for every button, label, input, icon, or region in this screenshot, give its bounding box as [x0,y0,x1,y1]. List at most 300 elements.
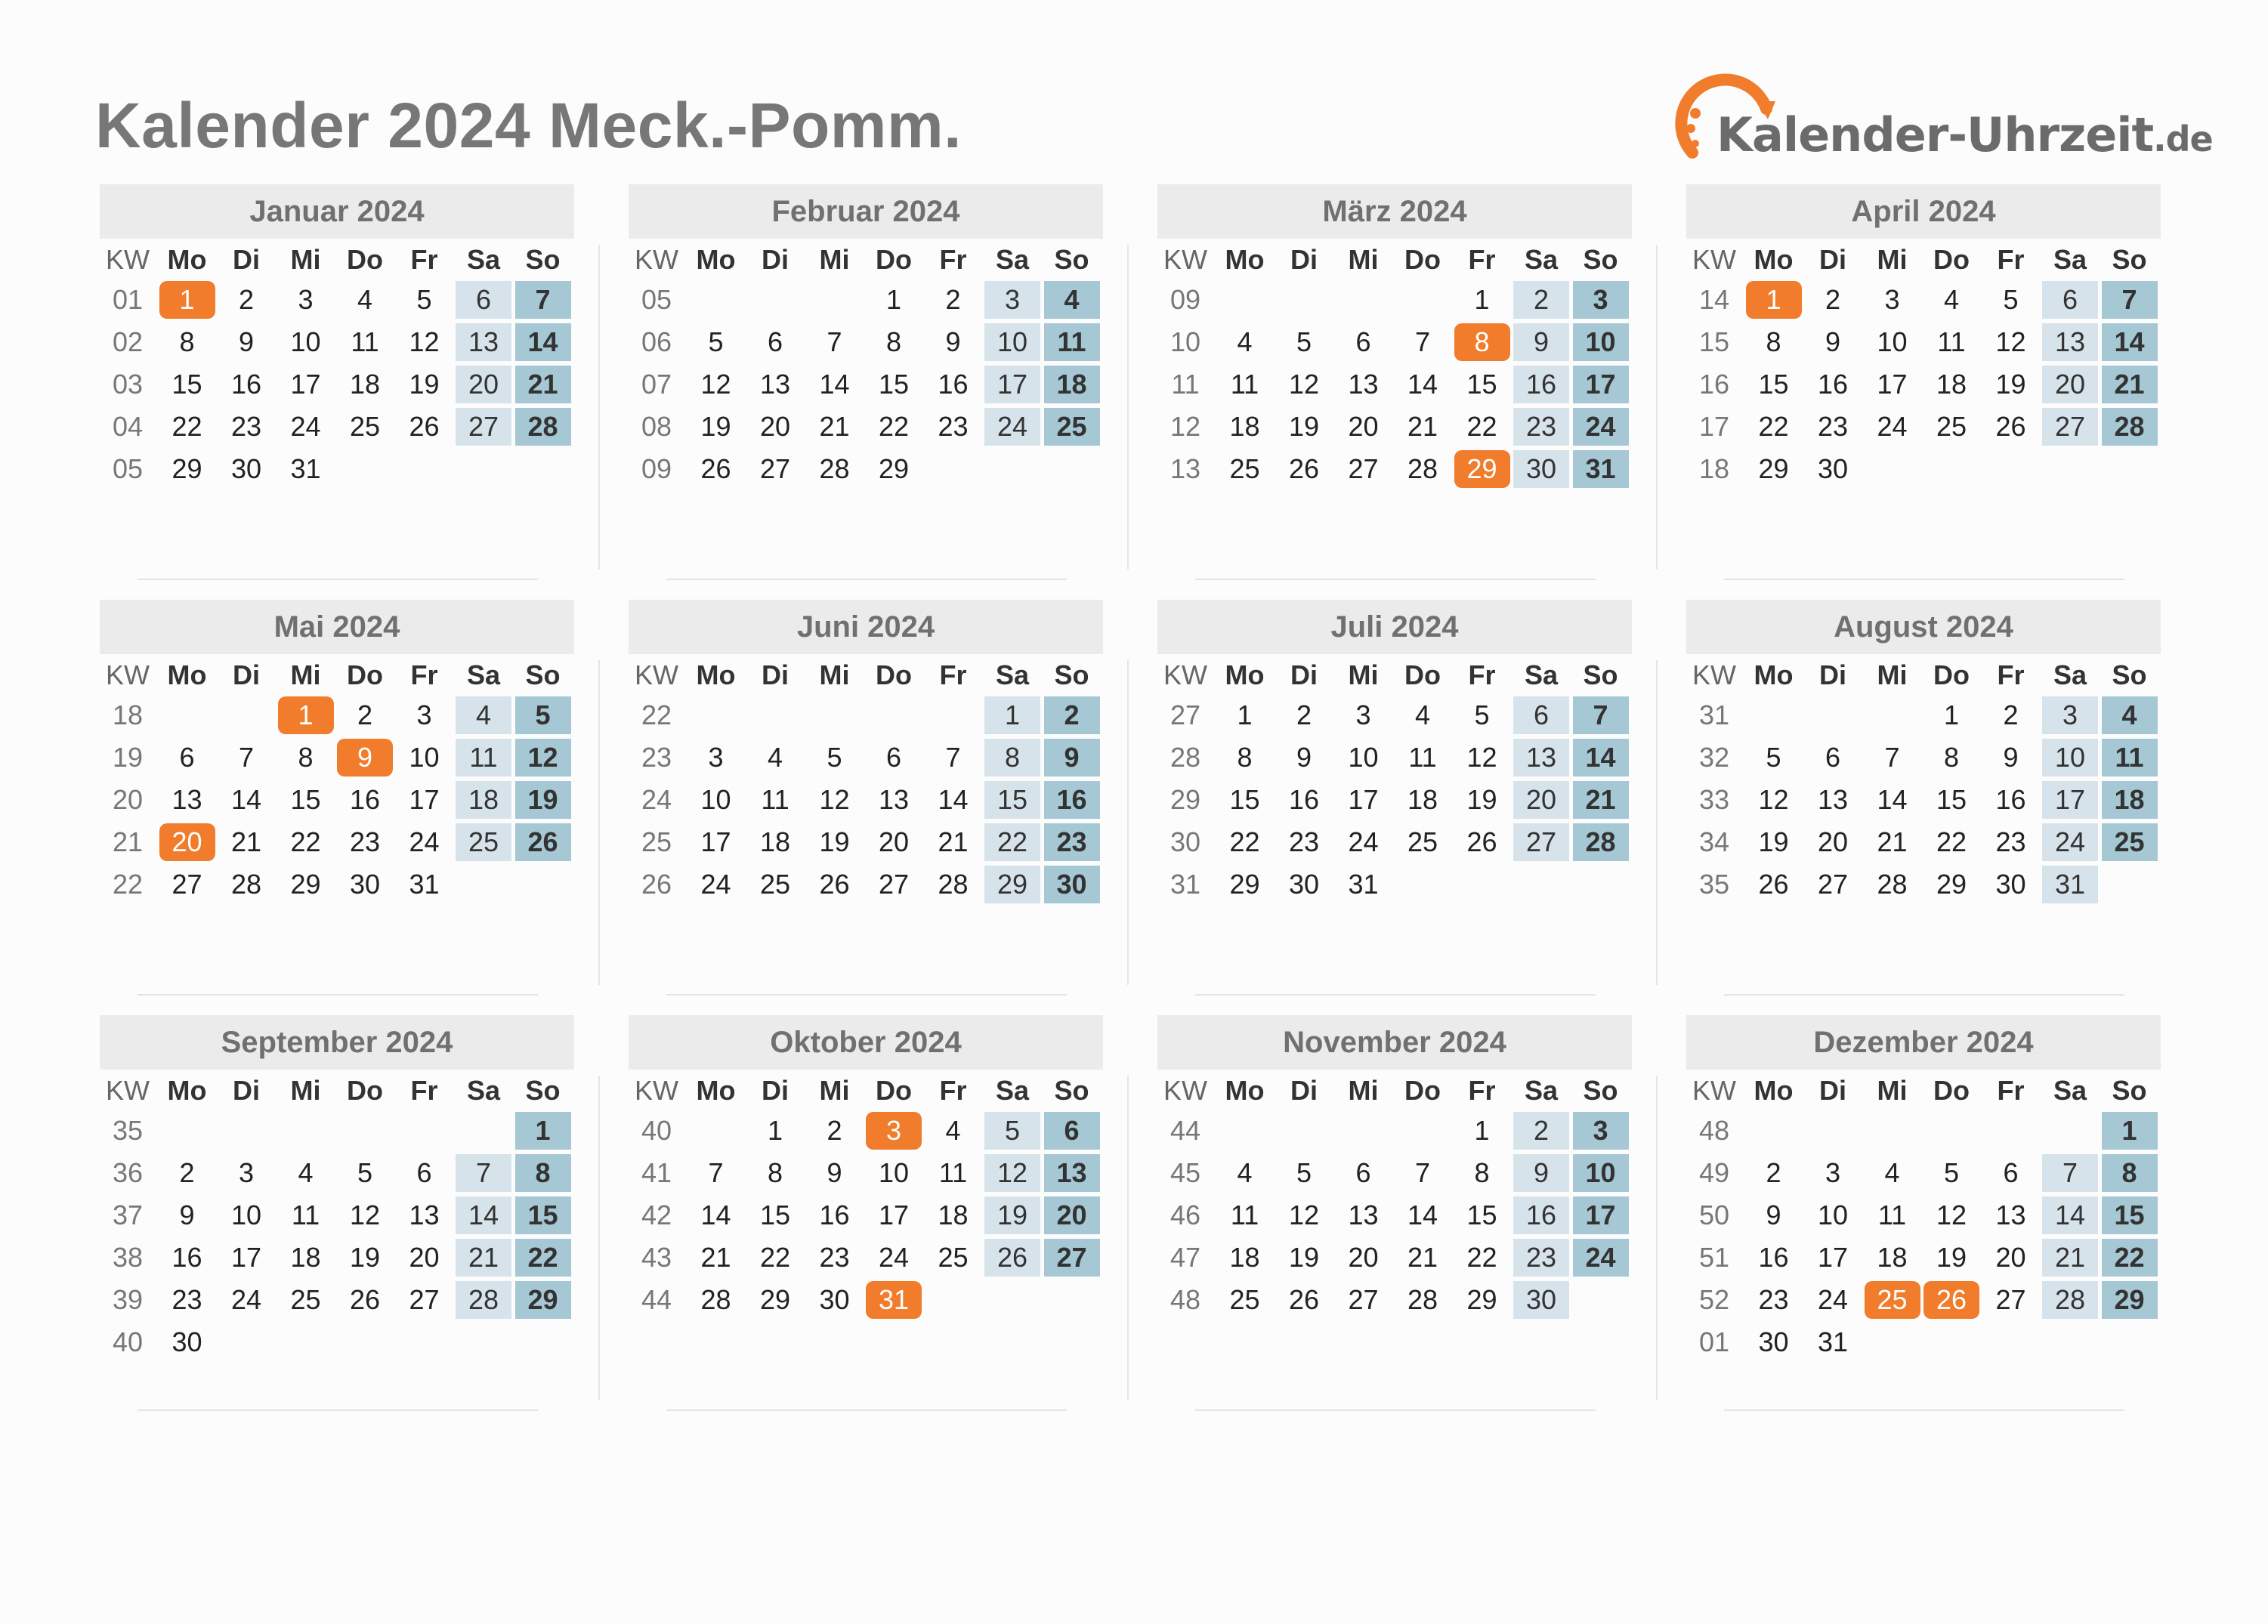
day-cell: 16 [349,784,381,815]
weekday-header: Fr [939,244,967,275]
column-divider [1656,245,1658,570]
day-cell: 4 [945,1115,961,1146]
day-cell-sunday: 29 [2102,1281,2158,1319]
weekday-header-row [1157,1070,1632,1112]
day-cell: 12 [1288,1199,1320,1230]
day-cell-sunday: 2 [1044,696,1100,734]
week-number: 10 [1170,326,1201,357]
day-cell: 2 [238,284,255,315]
day-cell: 16 [1817,369,1849,400]
day-cell: 12 [819,784,850,815]
day-cell-sunday: 14 [515,323,571,361]
week-number: 15 [1698,326,1730,357]
day-cell: 23 [938,411,969,442]
day-cell-sunday: 18 [1044,366,1100,403]
week-number: 08 [641,411,672,442]
logo-text: Kalender-Uhrzeit [1716,107,2154,162]
day-cell: 11 [291,1199,320,1230]
day-cell: 27 [1348,453,1379,484]
day-cell-sunday: 9 [1044,739,1100,776]
day-cell: 26 [409,411,440,442]
day-cell-sunday: 7 [2102,281,2158,319]
day-cell: 5 [1296,1157,1312,1188]
day-grid [1686,281,2161,500]
row-divider [666,1409,1067,1411]
day-cell-sunday: 31 [1573,450,1629,488]
row-divider [138,579,538,580]
day-cell: 18 [1229,411,1260,442]
day-cell-sunday: 15 [2102,1196,2158,1234]
week-number: 40 [641,1115,672,1146]
day-cell: 16 [1758,1242,1789,1273]
month-title: September 2024 [100,1015,574,1070]
weekday-header: Mo [1754,659,1794,690]
weekday-header: Fr [939,1075,967,1106]
week-number: 04 [112,411,144,442]
day-cell: 28 [230,869,262,900]
day-cell: 1 [1943,699,1960,730]
weekday-header: Mo [696,659,736,690]
day-cell: 28 [1407,1284,1438,1315]
day-cell: 21 [819,411,850,442]
day-cell: 2 [827,1115,842,1146]
day-cell-saturday: 27 [456,408,511,446]
day-cell: 13 [409,1199,440,1230]
week-number: 17 [1698,411,1730,442]
month-block [100,184,574,577]
day-cell: 1 [767,1115,783,1146]
day-cell-sunday: 29 [515,1281,571,1319]
day-cell: 6 [2003,1157,2019,1188]
day-cell-saturday: 18 [456,781,511,819]
day-cell: 21 [700,1242,731,1273]
day-cell: 13 [1817,784,1849,815]
day-cell-sunday: 5 [515,696,571,734]
row-divider [138,1409,538,1411]
day-cell: 31 [290,453,321,484]
day-cell: 14 [938,784,969,815]
day-cell: 14 [1407,1199,1438,1230]
day-cell: 22 [878,411,910,442]
day-cell: 14 [700,1199,731,1230]
week-number: 35 [1698,869,1730,900]
day-cell: 5 [1943,1157,1960,1188]
day-cell: 24 [1348,826,1379,857]
day-cell: 30 [349,869,381,900]
day-cell-holiday: 9 [337,739,393,776]
day-grid [100,281,574,500]
day-cell: 22 [290,826,321,857]
weekday-header: Mi [1348,659,1379,690]
month-block [1686,1015,2161,1408]
weekday-header: Sa [1524,244,1559,275]
week-number: 40 [112,1326,144,1357]
day-cell-saturday: 7 [2042,1154,2098,1192]
weekday-header: Do [876,1075,912,1106]
weekday-header: Sa [2053,659,2087,690]
day-cell: 17 [1877,369,1908,400]
day-cell: 1 [1474,1115,1490,1146]
day-cell: 14 [1407,369,1438,400]
week-number-header: KW [1163,244,1207,275]
day-cell-holiday: 29 [1454,450,1510,488]
weekday-header-row [100,1070,574,1112]
day-cell-saturday: 20 [1513,781,1569,819]
day-cell-sunday: 8 [515,1154,571,1192]
weekday-header: Mo [167,659,207,690]
day-cell-saturday: 20 [456,366,511,403]
day-cell: 3 [238,1157,255,1188]
day-cell: 30 [171,1326,202,1357]
week-number: 25 [641,826,672,857]
day-cell: 10 [290,326,321,357]
day-cell-saturday: 30 [1513,450,1569,488]
weekday-header: So [2112,1075,2147,1106]
day-cell: 6 [767,326,783,357]
weekday-header: So [1583,1075,1618,1106]
day-cell-holiday: 1 [278,696,334,734]
day-cell-holiday: 26 [1923,1281,1979,1319]
day-cell: 24 [409,826,440,857]
week-number: 44 [641,1284,672,1315]
day-cell: 6 [1355,326,1371,357]
month-title: Mai 2024 [100,600,574,654]
weekday-header: So [1054,244,1089,275]
day-cell: 4 [357,284,373,315]
day-cell-saturday: 17 [984,366,1040,403]
day-cell-sunday: 19 [515,781,571,819]
day-cell-saturday: 19 [984,1196,1040,1234]
weekday-header: Mi [290,244,321,275]
weekday-header: Do [1404,659,1441,690]
week-number: 18 [112,699,144,730]
day-grid [629,281,1103,500]
day-cell: 10 [1817,1199,1849,1230]
day-cell: 31 [1348,869,1379,900]
day-cell-saturday: 17 [2042,781,2098,819]
day-cell: 27 [878,869,910,900]
logo-tld: .de [2153,119,2213,159]
day-cell-saturday: 9 [1513,1154,1569,1192]
column-divider [1127,245,1129,570]
week-number: 21 [112,826,144,857]
day-cell-saturday: 7 [456,1154,511,1192]
week-number: 51 [1698,1242,1730,1273]
day-cell: 25 [1229,1284,1260,1315]
weekday-header: Fr [1997,244,2025,275]
day-cell-saturday: 11 [456,739,511,776]
day-cell: 2 [179,1157,195,1188]
month-title: Juli 2024 [1157,600,1632,654]
day-grid [100,696,574,915]
row-divider [1195,1409,1596,1411]
weekday-header: So [1583,659,1618,690]
day-cell-sunday: 25 [1044,408,1100,446]
day-cell-sunday: 16 [1044,781,1100,819]
week-number: 02 [112,326,144,357]
day-cell-holiday: 1 [159,281,215,319]
day-cell: 17 [1817,1242,1849,1273]
week-number: 28 [1170,742,1201,773]
weekday-header: Mi [1877,659,1908,690]
day-cell: 4 [1237,326,1253,357]
day-cell: 20 [1348,411,1379,442]
day-cell-holiday: 3 [866,1112,922,1150]
weekday-header: Sa [1524,1075,1559,1106]
day-cell: 26 [1466,826,1497,857]
day-cell: 20 [1348,1242,1379,1273]
week-number: 05 [641,284,672,315]
day-cell: 16 [819,1199,850,1230]
day-cell: 1 [1474,284,1490,315]
day-cell: 10 [700,784,731,815]
row-divider [1195,994,1596,996]
day-cell: 21 [230,826,262,857]
week-number-header: KW [106,244,150,275]
month-title: März 2024 [1157,184,1632,239]
day-cell: 9 [179,1199,195,1230]
day-cell: 22 [171,411,202,442]
day-cell: 6 [1355,1157,1371,1188]
day-cell: 7 [1414,326,1431,357]
day-cell: 11 [1230,1199,1259,1230]
day-cell: 11 [1877,1199,1907,1230]
day-cell: 17 [409,784,440,815]
day-cell: 7 [945,742,961,773]
day-cell-saturday: 14 [456,1196,511,1234]
day-cell-saturday: 10 [2042,739,2098,776]
weekday-header: Mi [819,244,850,275]
day-grid [1157,281,1632,500]
day-cell: 30 [1758,1326,1789,1357]
day-cell: 23 [1288,826,1320,857]
day-cell-sunday: 30 [1044,866,1100,903]
weekday-header: Di [762,659,789,690]
column-divider [598,1076,600,1400]
month-title: Januar 2024 [100,184,574,239]
weekday-header-row [1157,654,1632,696]
day-cell: 31 [409,869,440,900]
day-cell: 29 [1466,1284,1497,1315]
month-title: Juni 2024 [629,600,1103,654]
weekday-header: Fr [410,1075,438,1106]
day-cell: 27 [1817,869,1849,900]
weekday-header: Di [1290,1075,1318,1106]
day-cell: 13 [759,369,791,400]
week-number-header: KW [1692,659,1736,690]
weekday-header: So [525,659,561,690]
day-cell: 12 [409,326,440,357]
week-number: 48 [1698,1115,1730,1146]
week-number: 24 [641,784,672,815]
day-cell: 15 [171,369,202,400]
day-cell: 29 [290,869,321,900]
day-cell: 23 [1758,1284,1789,1315]
month-block [1157,600,1632,993]
day-cell: 6 [885,742,902,773]
day-cell: 24 [290,411,321,442]
day-cell: 15 [1466,1199,1497,1230]
weekday-header: Do [347,1075,383,1106]
weekday-header: Fr [1997,659,2025,690]
day-cell: 13 [171,784,202,815]
day-cell: 11 [1937,326,1966,357]
week-number: 23 [641,742,672,773]
day-cell-sunday: 22 [2102,1239,2158,1277]
week-number: 09 [641,453,672,484]
day-cell: 14 [1877,784,1908,815]
day-cell-saturday: 16 [1513,1196,1569,1234]
weekday-header-row [629,654,1103,696]
weekday-header: Di [1819,244,1846,275]
day-cell: 30 [819,1284,850,1315]
day-cell: 5 [1474,699,1490,730]
weekday-header: Mo [696,1075,736,1106]
day-cell: 24 [1817,1284,1849,1315]
day-cell: 2 [1825,284,1841,315]
month-title: November 2024 [1157,1015,1632,1070]
day-cell: 10 [878,1157,910,1188]
weekday-header: Mi [1348,1075,1379,1106]
weekday-header: Do [876,244,912,275]
day-cell: 26 [1288,1284,1320,1315]
day-cell-saturday: 31 [2042,866,2098,903]
day-cell: 27 [759,453,791,484]
day-cell: 19 [819,826,850,857]
day-cell-saturday: 13 [2042,323,2098,361]
day-cell: 9 [238,326,255,357]
day-cell-saturday: 14 [2042,1196,2098,1234]
day-cell: 8 [1474,1157,1490,1188]
weekday-header: Sa [2053,1075,2087,1106]
day-cell-saturday: 12 [984,1154,1040,1192]
day-cell-saturday: 24 [2042,823,2098,861]
day-cell-sunday: 17 [1573,366,1629,403]
week-number-header: KW [106,659,150,690]
weekday-header: Sa [2053,244,2087,275]
day-cell-saturday: 25 [456,823,511,861]
day-cell-sunday: 13 [1044,1154,1100,1192]
day-cell: 22 [1758,411,1789,442]
day-grid [1686,696,2161,915]
day-cell: 16 [171,1242,202,1273]
day-cell-saturday: 3 [2042,696,2098,734]
day-cell: 5 [1766,742,1781,773]
day-cell: 9 [945,326,961,357]
day-cell: 27 [171,869,202,900]
day-cell: 8 [767,1157,783,1188]
week-number: 09 [1170,284,1201,315]
weekday-header: Di [233,659,260,690]
day-cell-saturday: 23 [1513,1239,1569,1277]
day-grid [1157,696,1632,915]
day-cell: 1 [1237,699,1253,730]
day-cell: 22 [1466,1242,1497,1273]
day-cell-sunday: 1 [2102,1112,2158,1150]
day-cell: 18 [349,369,381,400]
day-cell: 18 [1407,784,1438,815]
day-cell: 9 [827,1157,842,1188]
day-cell: 2 [945,284,961,315]
day-cell: 9 [1296,742,1312,773]
day-cell: 12 [349,1199,381,1230]
day-cell: 8 [1237,742,1253,773]
weekday-header: Sa [995,1075,1030,1106]
day-cell: 23 [1995,826,2026,857]
day-cell: 30 [230,453,262,484]
weekday-header: Mi [819,659,850,690]
week-number: 14 [1698,284,1730,315]
day-cell-sunday: 1 [515,1112,571,1150]
day-cell: 3 [298,284,314,315]
day-cell: 25 [938,1242,969,1273]
week-number: 37 [112,1199,144,1230]
day-cell-saturday: 6 [1513,696,1569,734]
column-divider [1127,1076,1129,1400]
week-number-header: KW [1163,659,1207,690]
day-cell-sunday: 11 [2102,739,2158,776]
day-cell-sunday: 7 [1573,696,1629,734]
day-cell-saturday: 13 [456,323,511,361]
day-cell: 7 [1884,742,1900,773]
day-cell: 17 [1348,784,1379,815]
day-cell: 25 [1229,453,1260,484]
day-cell: 29 [759,1284,791,1315]
day-cell: 8 [1943,742,1960,773]
day-cell: 3 [1825,1157,1841,1188]
day-cell: 17 [700,826,731,857]
day-cell: 1 [885,284,902,315]
day-cell: 4 [1884,1157,1900,1188]
weekday-header: Mi [290,659,321,690]
day-cell: 3 [416,699,432,730]
day-cell: 19 [700,411,731,442]
day-cell: 28 [700,1284,731,1315]
week-number: 35 [112,1115,144,1146]
weekday-header: Do [347,659,383,690]
week-number: 49 [1698,1157,1730,1188]
day-cell: 11 [1230,369,1259,400]
column-divider [598,660,600,985]
week-number-header: KW [106,1075,150,1106]
week-number: 38 [112,1242,144,1273]
week-number-header: KW [635,1075,678,1106]
week-number: 22 [641,699,672,730]
weekday-header: Sa [995,659,1030,690]
weekday-header: Di [233,1075,260,1106]
day-cell-saturday: 4 [456,696,511,734]
day-cell-sunday: 4 [2102,696,2158,734]
week-number: 52 [1698,1284,1730,1315]
day-cell-saturday: 29 [984,866,1040,903]
column-divider [1127,660,1129,985]
day-cell: 9 [1825,326,1841,357]
day-cell: 16 [230,369,262,400]
day-cell: 7 [827,326,842,357]
day-cell: 18 [1877,1242,1908,1273]
day-cell-saturday: 21 [2042,1239,2098,1277]
day-cell: 21 [1877,826,1908,857]
weekday-header: Mi [819,1075,850,1106]
day-cell: 19 [1758,826,1789,857]
day-cell-sunday: 28 [515,408,571,446]
day-cell: 24 [1877,411,1908,442]
day-cell: 12 [1466,742,1497,773]
weekday-header: Mo [1225,659,1265,690]
day-cell: 29 [1936,869,1967,900]
day-cell: 21 [938,826,969,857]
week-number: 33 [1698,784,1730,815]
